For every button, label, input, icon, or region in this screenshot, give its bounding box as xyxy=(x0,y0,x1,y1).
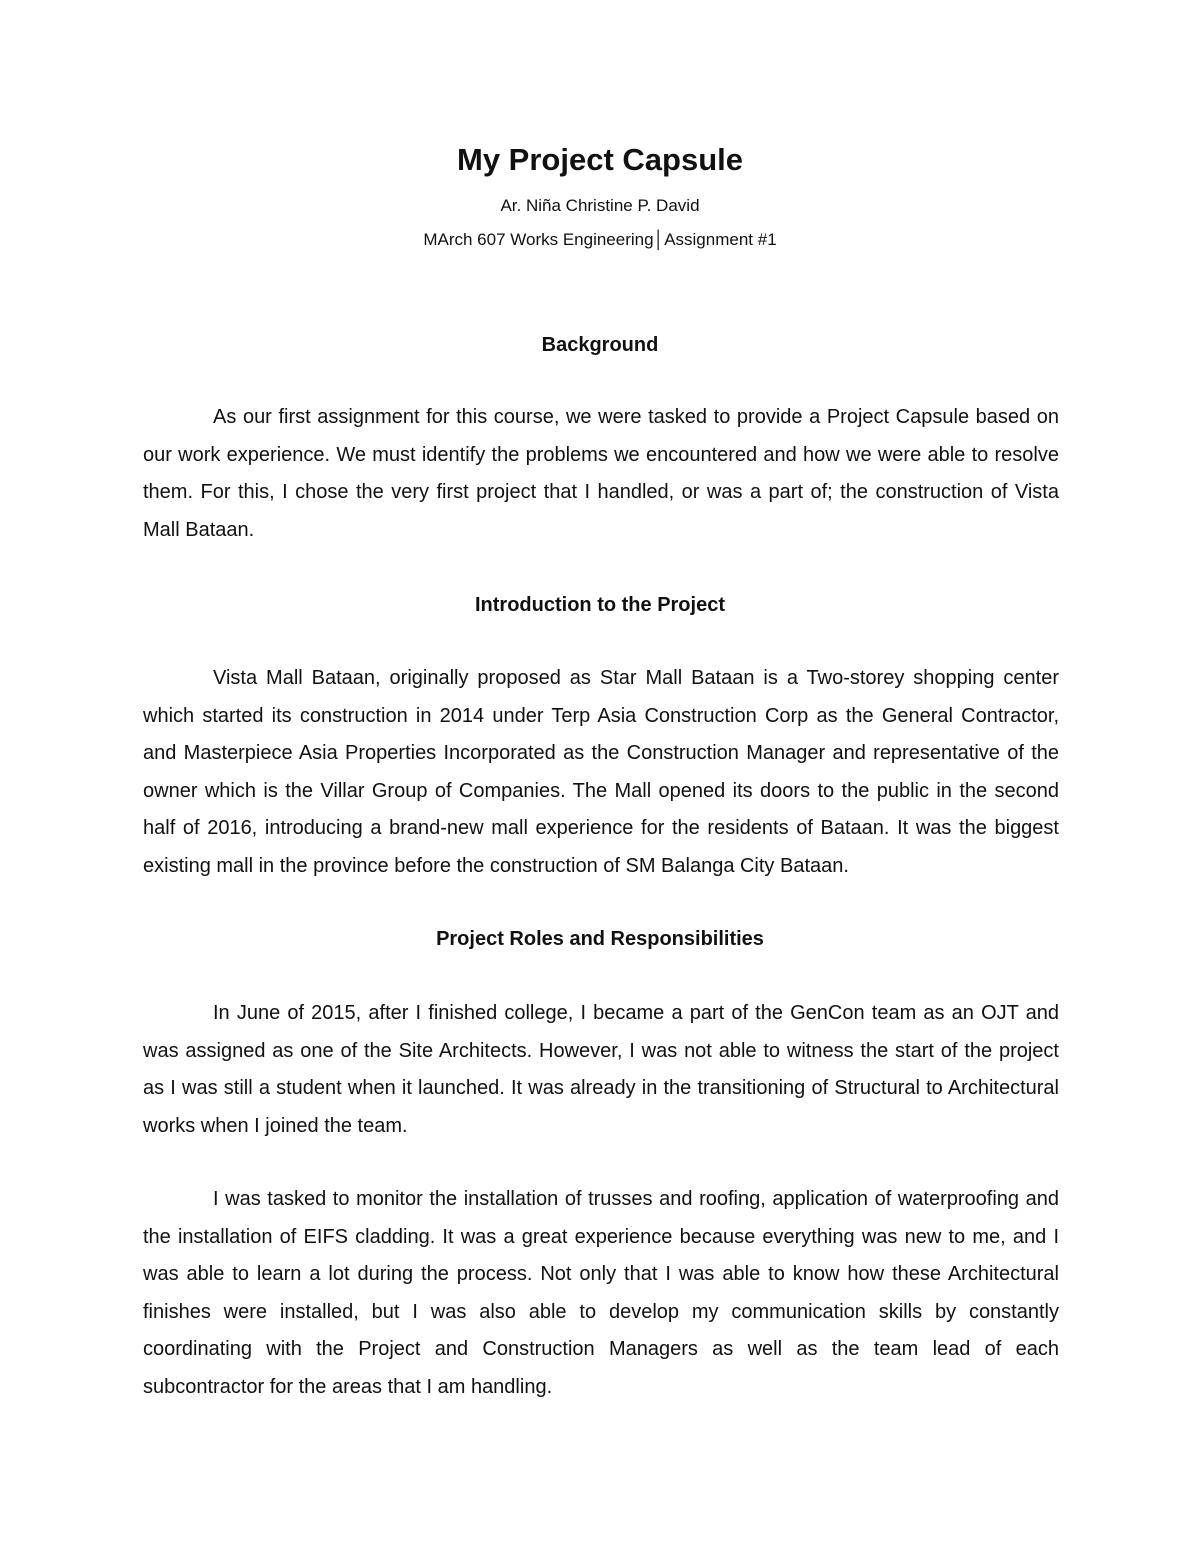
section-heading-roles: Project Roles and Responsibilities xyxy=(436,928,764,950)
paragraph-background: As our first assignment for this course, we were tasked to provide a Project Capsule based on our work experience. We must identify the problems we encountered and how we were able to resolve them. For this, I chose the very first project that I handled, or was a part of; the construction of Vista Mall Bataan. xyxy=(143,406,1059,541)
section-heading-background: Background xyxy=(541,334,659,356)
course-assignment-line: MArch 607 Works Engineering│Assignment #1 xyxy=(423,230,777,249)
paragraph-introduction: Vista Mall Bataan, originally proposed as Star Mall Bataan is a Two-storey shopping center which started its construction in 2014 under Terp Asia Construction Corp as the General Contractor, and Masterpiece Asia Properties Incorporated as the Construction Manager and representative of the owner which is the Villar Group of Companies. The Mall opened its doors to the public in the second half of 2016, introducing a brand-new mall experience for the residents of Bataan. It was the biggest existing mall in the province before the construction of SM Balanga City Bataan. xyxy=(143,667,1059,877)
author-name: Ar. Niña Christine P. David xyxy=(500,196,700,215)
section-heading-introduction: Introduction to the Project xyxy=(475,594,725,616)
paragraph-roles-1: In June of 2015, after I finished college, I became a part of the GenCon team as an OJT and was assigned as one of the Site Architects. However, I was not able to witness the start of the project as I was still a student when it launched. It was already in the transitioning of Structural to Architectural works when I joined the team. xyxy=(143,1002,1059,1137)
paragraph-roles-2: I was tasked to monitor the installation of trusses and roofing, application of waterproofing and the installation of EIFS cladding. It was a great experience because everything was new to me, and I was able to learn a lot during the process. Not only that I was able to know how these Architectural finishes were installed, but I was also able to develop my communication skills by constantly coordinating with the Project and Construction Managers as well as the team lead of each subcontractor for the areas that I am handling. xyxy=(143,1188,1059,1398)
document-title: My Project Capsule xyxy=(457,142,743,177)
